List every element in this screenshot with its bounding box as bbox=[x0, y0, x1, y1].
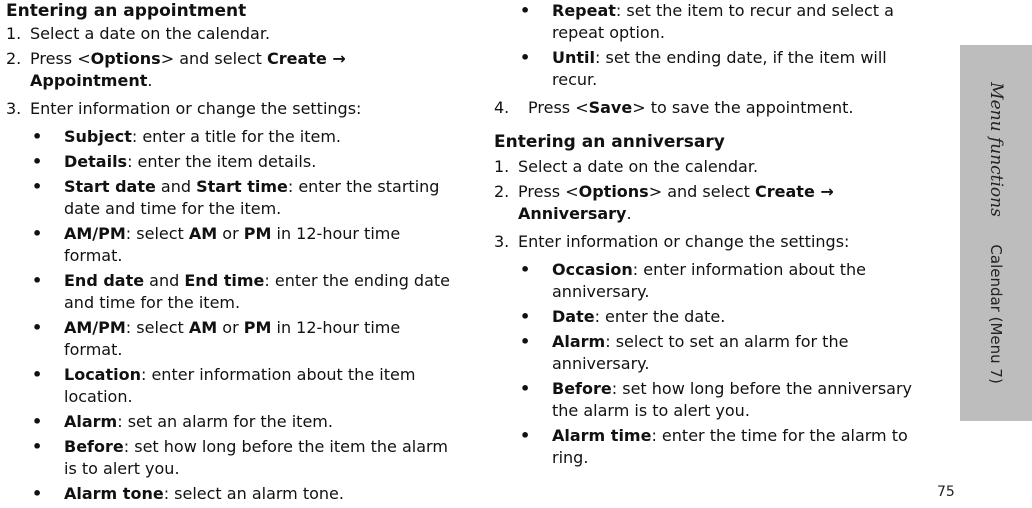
left-column bbox=[6, 0, 456, 508]
ann-step-2: 2. Press <Options> and select Create → Anniversary. bbox=[494, 182, 834, 223]
step-1: 1. Select a date on the calendar. bbox=[6, 24, 271, 43]
section-title: Menu functions bbox=[986, 82, 1007, 217]
bullet-before: • Before: set how long before the item the alarm is to alert you. bbox=[32, 437, 448, 478]
bullet-subject: • Subject: enter a title for the item. bbox=[32, 127, 342, 146]
step-4: 4. Press <Save> to save the appointment. bbox=[494, 98, 854, 117]
bullet-ann-before: • Before: set how long before the anniversary the alarm is to alert you. bbox=[520, 379, 913, 420]
bullet-end: • End date and End time: enter the ending date and time for the item. bbox=[32, 271, 451, 312]
subsection-title: Calendar (Menu 7) bbox=[987, 244, 1006, 384]
bullet-details: • Details: enter the item details. bbox=[32, 152, 317, 171]
bullet-until: • Until: set the ending date, if the item will recur. bbox=[520, 48, 887, 89]
bullet-alarm: • Alarm: set an alarm for the item. bbox=[32, 412, 333, 431]
ann-step-1: 1. Select a date on the calendar. bbox=[494, 157, 759, 176]
heading-appointment: Entering an appointment bbox=[6, 1, 247, 21]
heading-anniversary: Entering an anniversary bbox=[494, 132, 725, 152]
bullet-alarm-tone: • Alarm tone: select an alarm tone. bbox=[32, 484, 344, 503]
bullet-occasion: • Occasion: enter information about the anniversary. bbox=[520, 260, 866, 301]
right-column bbox=[494, 0, 934, 472]
page-number: 75 bbox=[937, 484, 955, 500]
bullet-ampm-1: • AM/PM: select AM or PM in 12-hour time format. bbox=[32, 224, 401, 265]
bullet-alarm-time: • Alarm time: enter the time for the alarm to ring. bbox=[520, 426, 908, 467]
bullet-date: • Date: enter the date. bbox=[520, 307, 726, 326]
step-3: 3. Enter information or change the settings: bbox=[6, 99, 362, 118]
bullet-ann-alarm: • Alarm: select to set an alarm for the anniversary. bbox=[520, 332, 849, 373]
bullet-ampm-2: • AM/PM: select AM or PM in 12-hour time format. bbox=[32, 318, 401, 359]
ann-step-3: 3. Enter information or change the settings: bbox=[494, 232, 850, 251]
bullet-start: • Start date and Start time: enter the starting date and time for the item. bbox=[32, 177, 440, 218]
bullet-location: • Location: enter information about the item location. bbox=[32, 365, 416, 406]
bullet-repeat: • Repeat: set the item to recur and select a repeat option. bbox=[520, 1, 894, 42]
side-tab-label bbox=[960, 45, 1032, 421]
step-2: 2. Press <Options> and select Create → Appointment. bbox=[6, 49, 346, 90]
